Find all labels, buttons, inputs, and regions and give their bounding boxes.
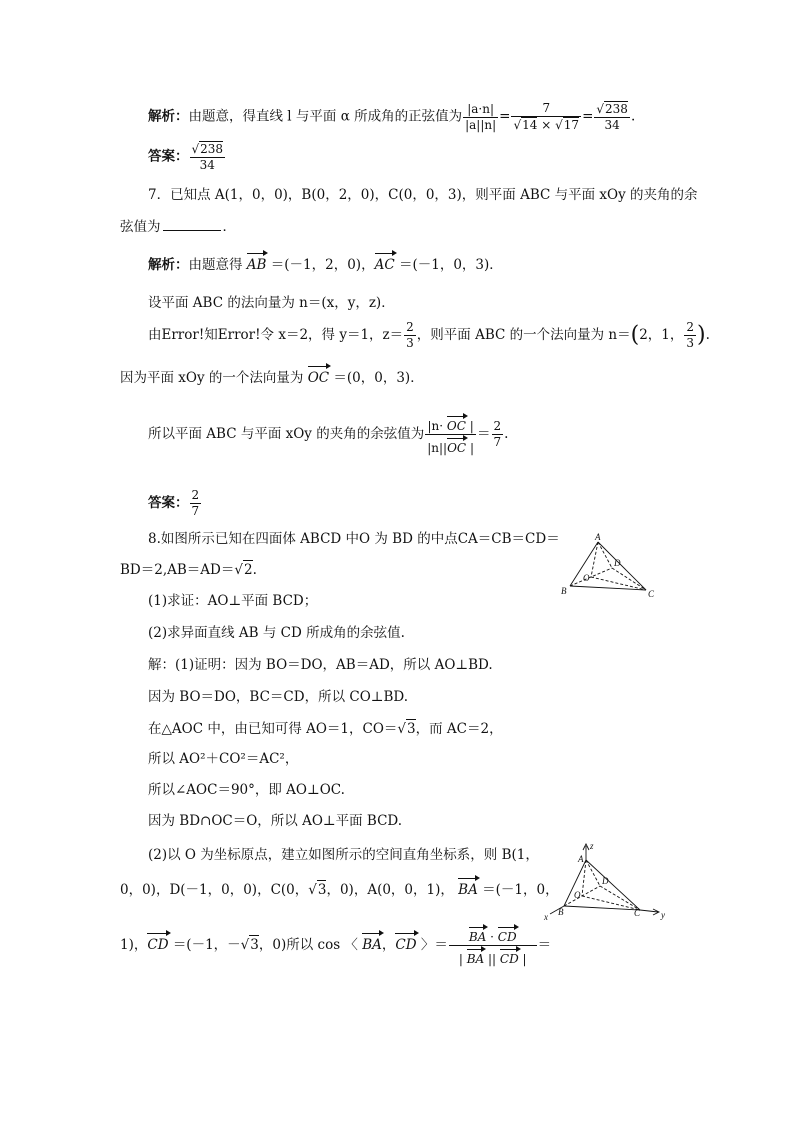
p7-stem-line2: 弦值为 ．: [120, 219, 236, 235]
coordinate-figure: [540, 840, 668, 922]
label-o: O: [583, 573, 590, 583]
edge-bc: [564, 906, 640, 910]
label-a: A: [595, 532, 601, 542]
p7-sol-line5: 所以平面 ABC 与平面 xOy 的夹角的余弦值为 $\frac{|n\cdot OC |}{|n||OC |}$ ＝ $\frac{2}{7}$ .: [148, 413, 508, 456]
label-y: y: [661, 910, 665, 920]
p8-solution-5: 所以∠AOC＝90°，即 AO⊥OC.: [148, 782, 345, 798]
fraction: $\frac{2}{7}$: [191, 488, 200, 518]
p7-sol-line2: 设平面 ABC 的法向量为 n＝(x，y，z)．: [148, 295, 395, 311]
vector-ac: AC: [374, 257, 395, 273]
p8-solution-6: 因为 BD∩OC＝O，所以 AO⊥平面 BCD.: [148, 813, 403, 829]
p8-solution-9: 1)，CD ＝(－1，－√3，0)所以 cos 〈 BA，CD 〉＝ $\frac{BA \cdot CD}{| BA || CD |}$ ＝: [120, 924, 551, 967]
p7-sol-line3: 由Error!知Error!令 x＝2，得 y＝1，z＝ $\frac{2}{3}$ ，则平面 ABC 的一个法向量为 n＝(2，1， $\frac{2}{3}$ ).: [148, 320, 710, 350]
p8-question-1: (1)求证：AO⊥平面 BCD；: [148, 593, 318, 609]
p8-stem-line1: 8.如图所示已知在四面体 ABCD 中O 为 BD 的中点CA＝CB＝CD＝: [148, 531, 560, 547]
p8-solution-1: 解：(1)证明：因为 BO＝DO，AB＝AD，所以 AO⊥BD.: [148, 657, 493, 673]
p8-solution-2: 因为 BO＝DO，BC＝CD，所以 CO⊥BD.: [148, 689, 409, 705]
tetrahedron-figure: [558, 532, 662, 602]
vector-ba: BA: [458, 882, 478, 898]
label-d: D: [602, 876, 609, 886]
edge-cd: [600, 886, 640, 910]
p7-sol-line1: 解析：由题意得 AB ＝(－1，2，0)，AC ＝(－1，0，3)．: [148, 257, 503, 273]
label-o: O: [574, 890, 581, 900]
vector-cd: CD: [147, 937, 169, 953]
solution-label: 解析：: [148, 108, 189, 125]
edge-ac: [586, 860, 640, 910]
answer-blank: [163, 230, 221, 231]
fraction: $\frac{7}{√14 \times √17}$: [513, 101, 580, 132]
fraction: $\frac{2}{3}$: [406, 320, 414, 350]
p8-question-2: (2)求异面直线 AB 与 CD 所成角的余弦值.: [148, 625, 405, 641]
fraction: $\frac{2}{7}$: [493, 419, 502, 449]
fraction: $\frac{2}{3}$: [686, 320, 695, 350]
solution-text: 由题意，得直线 l 与平面 α 所成角的正弦值为: [188, 108, 463, 125]
p8-solution-7: (2)以 O 为坐标原点，建立如图所示的空间直角坐标系，则 B(1，: [148, 847, 539, 863]
label-c: C: [634, 908, 641, 918]
answer-label: 答案：: [148, 148, 189, 165]
fraction: $\frac{√238}{34}$: [596, 102, 628, 132]
label-x: x: [544, 912, 548, 922]
fraction: $\frac{√238}{34}$: [191, 142, 224, 172]
label-d: D: [614, 558, 621, 568]
p8-solution-8: 0，0)，D(－1，0，0)，C(0，√3，0)，A(0，0，1)， BA ＝(－1，0，: [120, 882, 559, 898]
solution-label: 解析：: [148, 257, 189, 273]
p8-solution-3: 在△AOC 中，由已知可得 AO＝1，CO＝√3，而 AC＝2，: [148, 721, 503, 737]
fraction: $\frac{|a\cdot n|}{|a||n|}$: [465, 101, 497, 132]
segment-oc: [582, 896, 640, 910]
label-z: z: [590, 841, 594, 851]
label-c: C: [648, 589, 655, 599]
edge-ad: [598, 542, 612, 568]
p8-stem-line2: BD＝2,AB＝AD＝√2.: [120, 562, 257, 578]
p8-solution-4: 所以 AO²＋CO²＝AC²，: [148, 751, 299, 767]
p6-solution: 解析：由题意，得直线 l 与平面 α 所成角的正弦值为 $\frac{|a\cdot n|}{|a||n|}$ = $\frac{7}{√14 \times √17}$ = $\frac{√238}{34}$ .: [148, 101, 636, 132]
edge-ad: [586, 860, 600, 886]
fraction: $\frac{BA \cdot CD}{| BA || CD |}$: [449, 924, 537, 967]
vector-oc: OC: [307, 370, 330, 386]
edge-cd: [612, 568, 646, 590]
label-a: A: [578, 854, 584, 864]
edge-bc: [570, 586, 646, 590]
edge-ac: [598, 542, 646, 590]
answer-label: 答案：: [148, 495, 189, 511]
vector-ab: AB: [246, 257, 267, 273]
label-b: B: [558, 907, 564, 917]
segment-ao: [582, 860, 586, 896]
fraction: $\frac{|n\cdot OC |}{|n||OC |}$: [425, 413, 476, 456]
p6-answer: [148, 141, 226, 173]
label-b: B: [561, 586, 567, 596]
p7-sol-line4: 因为平面 xOy 的一个法向量为 OC ＝(0，0，3)．: [120, 370, 424, 386]
p7-answer: [148, 488, 202, 519]
segment-oc: [591, 577, 646, 590]
p7-stem-line1: 7．已知点 A(1，0，0)，B(0，2，0)，C(0，0，3)，则平面 ABC 与平面 xOy 的夹角的余: [148, 187, 698, 203]
